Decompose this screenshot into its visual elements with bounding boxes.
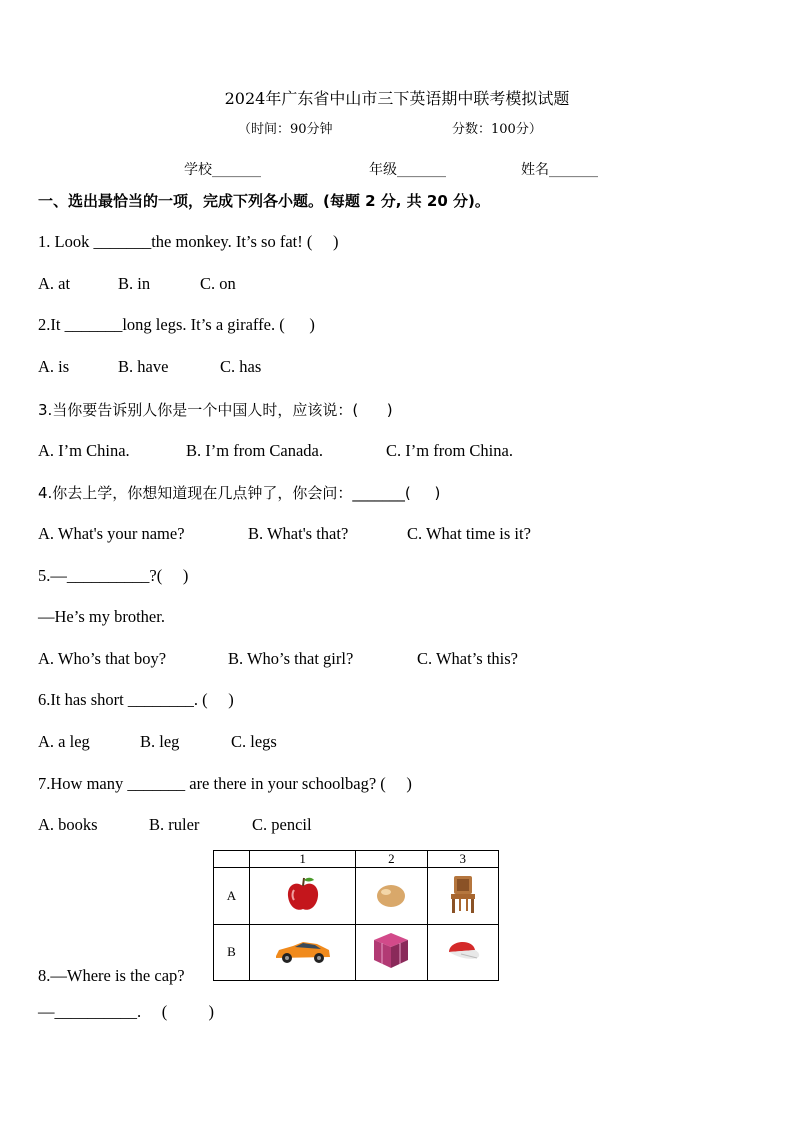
q7-option-b: B. ruler [149,815,200,834]
exam-time: （时间：90分钟 [238,122,333,137]
chair-icon [443,874,483,914]
exam-score: 分数：100分） [452,122,542,137]
car-icon [273,930,333,970]
col-header: 1 [250,851,356,868]
question-7: 7.How many _______ are there in your schoolbag? ( ) [38,774,412,793]
q3-option-b: B. I’m from Canada. [186,441,324,460]
picture-grid [213,850,499,981]
q7-option-c: C. pencil [252,815,312,834]
grid-cell [427,868,498,924]
grid-corner [214,851,250,868]
school-field: 学校_______ [184,162,261,178]
q6-option-a: A. a leg [38,732,90,751]
apple-icon [283,874,323,914]
egg-icon [371,874,411,914]
row-label: B [214,924,250,980]
question-3: 3.当你要告诉别人你是一个中国人时，应该说：( ) [38,401,393,419]
q1-option-c: C. on [200,274,236,293]
question-4: 4.你去上学，你想知道现在几点钟了，你会问：_______( ) [38,484,441,502]
q5-option-b: B. Who’s that girl? [228,649,354,668]
cap-icon [443,930,483,970]
question-8: 8.—Where is the cap? [38,966,185,985]
q3-option-a: A. I’m China. [38,441,130,460]
q3-option-c: C. I’m from China. [386,441,513,460]
question-8-reply: —__________. ( ) [38,1002,214,1021]
question-5: 5.—__________?( ) [38,566,189,585]
q1-option-b: B. in [118,274,151,293]
q1-option-a: A. at [38,274,71,293]
grid-cell [427,924,498,980]
q5-option-c: C. What’s this? [417,649,518,668]
question-5-reply: —He’s my brother. [38,607,165,626]
grid-cell [250,868,356,924]
question-2: 2.It _______long legs. It’s a giraffe. ( ) [38,315,315,334]
page-title: 2024年广东省中山市三下英语期中联考模拟试题 [224,89,570,108]
q2-option-c: C. has [220,357,262,376]
q2-option-b: B. have [118,357,169,376]
col-header: 3 [427,851,498,868]
name-field: 姓名_______ [521,162,598,178]
grade-field: 年级_______ [369,162,446,178]
grid-cell [250,924,356,980]
gift-box-icon [371,930,411,970]
q6-option-b: B. leg [140,732,180,751]
question-1: 1. Look _______the monkey. It’s so fat! ( ) [38,232,339,251]
q4-option-a: A. What's your name? [38,524,185,543]
section-heading: 一、选出最恰当的一项，完成下列各小题。(每题 2 分, 共 20 分)。 [38,192,490,210]
q4-option-b: B. What's that? [248,524,349,543]
row-label: A [214,868,250,924]
col-header: 2 [356,851,427,868]
q2-option-a: A. is [38,357,70,376]
q5-option-a: A. Who’s that boy? [38,649,167,668]
question-6: 6.It has short ________. ( ) [38,690,234,709]
q6-option-c: C. legs [231,732,277,751]
q4-option-c: C. What time is it? [407,524,531,543]
grid-cell [356,868,427,924]
grid-cell [356,924,427,980]
q7-option-a: A. books [38,815,98,834]
